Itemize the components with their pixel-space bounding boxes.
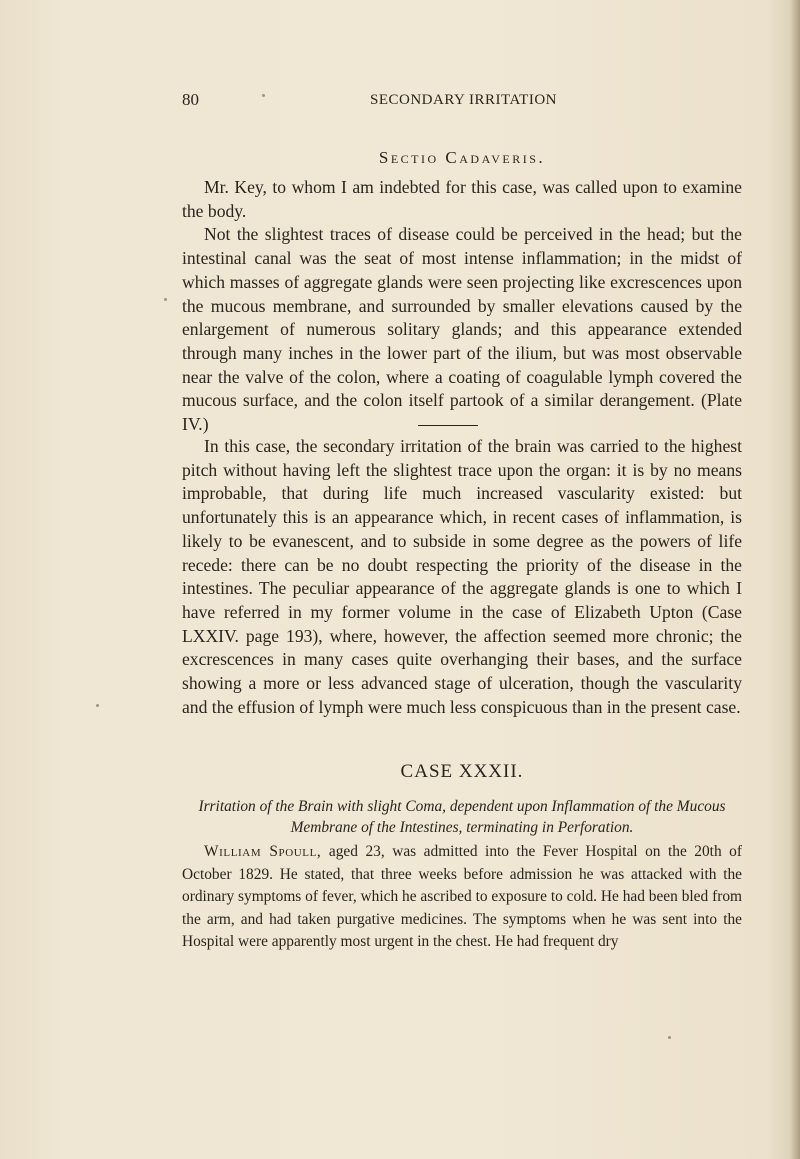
section-divider — [418, 425, 478, 426]
paper-speck — [164, 298, 167, 301]
paragraph: Mr. Key, to whom I am indebted for this case, was called upon to examine the body. — [182, 177, 742, 221]
paper-speck — [668, 1036, 671, 1039]
page-edge-shadow — [790, 0, 800, 1159]
case-report-body: aged 23, was admitted into the Fever Hospital on the 20th of October 1829. He stated, that three weeks before admission he was attacked with the ordinary symptoms of fever, which he ascribed to exposure to cold. He had been bled from the arm, and had taken purgative medicines. The symptoms when he was sent into the Hospital were apparently most urgent in the chest. He had frequent dry — [182, 843, 742, 950]
running-title: SECONDARY IRRITATION — [370, 92, 557, 108]
case-heading: CASE XXXII. — [400, 761, 524, 782]
autopsy-text-block — [182, 176, 742, 437]
section-heading: Sectio Cadaveris. — [378, 148, 546, 167]
patient-name: William Spoull, — [204, 843, 322, 860]
page-number: 80 — [182, 90, 199, 109]
running-head — [182, 90, 742, 114]
case-report-text — [182, 841, 742, 954]
case-subtitle: Irritation of the Brain with slight Coma, dependent upon Inflammation of the Mucous Membrane of the Intestines, terminating in Perforation. — [198, 798, 726, 836]
paper-speck — [96, 704, 99, 707]
paragraph — [182, 841, 742, 954]
paragraph: Not the slightest traces of disease could be perceived in the head; but the intestinal canal was the seat of most intense inflammation; in the midst of which masses of aggregate glands were seen projecting like excrescences upon the mucous membrane, and surrounded by smaller elevations caused by the enlargement of numerous solitary glands; and this appearance extended through many inches in the lower part of the ilium, but was most observable near the valve of the colon, where a coating of coagulable lymph covered the mucous surface, and the colon itself partook of a similar derangement. (Plate IV.) — [182, 224, 742, 435]
paragraph: In this case, the secondary irritation of the brain was carried to the highest pitch without having left the slightest trace upon the organ: it is by no means improbable, that during life much increased vascularity existed: but unfortunately this is an appearance which, in recent cases of inflammation, is likely to be evanescent, and to subside in some degree as the powers of life recede: there can be no doubt respecting the priority of the disease in the intestines. The peculiar appearance of the aggregate glands is one to which I have referred in my former volume in the case of Elizabeth Upton (Case LXXIV. page 193), where, however, the affection seemed more chronic; the excrescences in many cases quite overhanging their bases, and the surface showing a more or less advanced stage of ulceration, though the vascularity and the effusion of lymph were much less conspicuous than in the present case. — [182, 436, 742, 717]
commentary-text-block — [182, 435, 742, 719]
paper-speck — [262, 94, 265, 97]
